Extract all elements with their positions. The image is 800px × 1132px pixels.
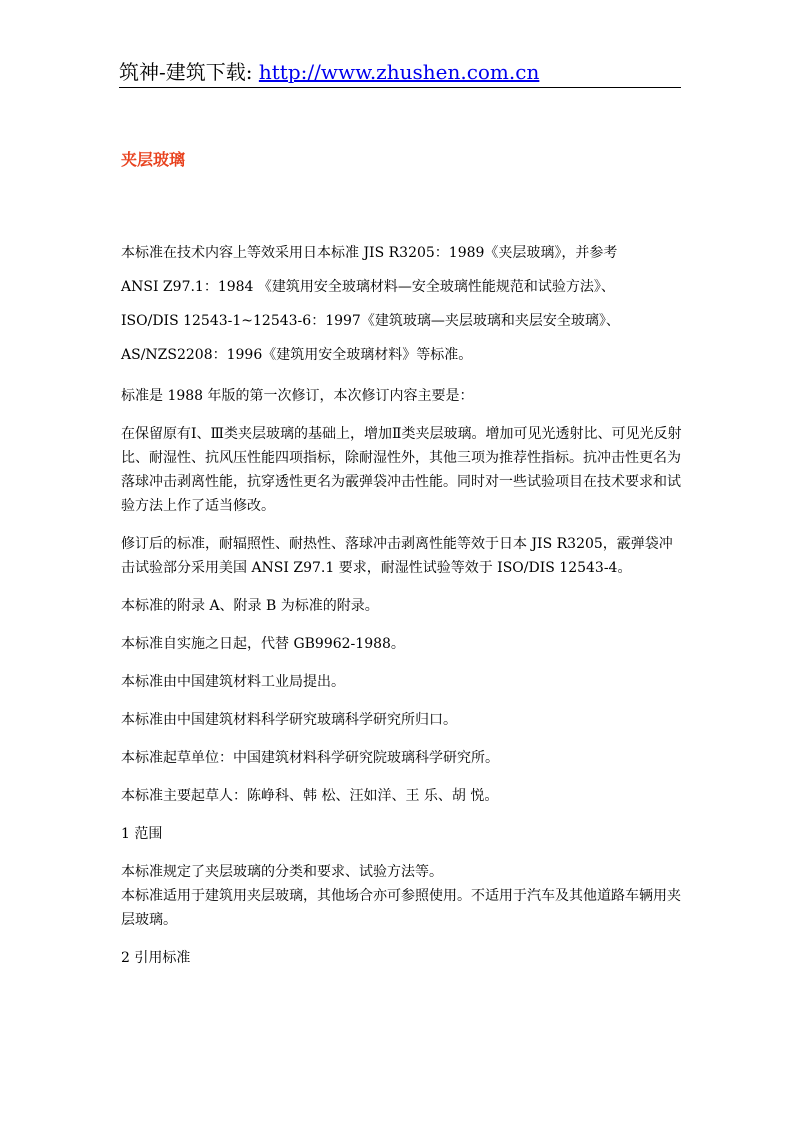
scope-body <box>121 860 683 932</box>
drafters-note: 本标准主要起草人：陈峥科、韩 松、汪如洋、王 乐、胡 悦。 <box>121 788 499 804</box>
intro-line: 本标准在技术内容上等效采用日本标准 JIS R3205：1989《夹层玻璃》，并参考 <box>121 245 618 261</box>
header-divider <box>119 87 681 88</box>
administrator-note: 本标准由中国建筑材料科学研究玻璃科学研究所归口。 <box>121 712 457 728</box>
replacement-note: 本标准自实施之日起，代替 GB9962-1988。 <box>121 636 405 652</box>
intro-line: ISO/DIS 12543-1~12543-6：1997《建筑玻璃—夹层玻璃和夹层安全玻璃》、 <box>121 313 620 329</box>
site-name: 筑神-建筑下载: <box>119 60 259 84</box>
intro-line: AS/NZS2208：1996《建筑用安全玻璃材料》等标准。 <box>121 347 473 363</box>
revision-intro: 标准是 1988 年版的第一次修订，本次修订内容主要是： <box>121 388 474 404</box>
intro-paragraph <box>121 236 683 372</box>
site-url-link[interactable]: http://www.zhushen.com.cn <box>258 60 540 84</box>
section-heading-scope: 1 范围 <box>121 826 163 842</box>
scope-line: 本标准规定了夹层玻璃的分类和要求、试验方法等。 <box>121 864 443 880</box>
scope-line: 本标准适用于建筑用夹层玻璃，其他场合亦可参照使用。不适用于汽车及其他道路车辆用夹层玻璃。 <box>121 888 681 928</box>
revision-details: 在保留原有Ⅰ、Ⅲ类夹层玻璃的基础上，增加Ⅱ类夹层玻璃。增加可见光透射比、可见光反射比、耐湿性、抗风压性能四项指标，除耐湿性外，其他三项为推荐性指标。抗冲击性更名为落球冲击剥离性能，抗穿透性更名为霰弹袋冲击性能。同时对一些试验项目在技术要求和试验方法上作了适当修改。 <box>121 426 682 514</box>
appendix-note: 本标准的附录 A、附录 B 为标准的附录。 <box>121 598 379 614</box>
equivalence-note: 修订后的标准，耐辐照性、耐热性、落球冲击剥离性能等效于日本 JIS R3205，霰弹袋冲击试验部分采用美国 ANSI Z97.1 要求，耐湿性试验等效于 ISO/DIS 12543-4。 <box>121 536 673 576</box>
proposer-note: 本标准由中国建筑材料工业局提出。 <box>121 674 345 690</box>
drafting-unit-note: 本标准起草单位：中国建筑材料科学研究院玻璃科学研究所。 <box>121 750 499 766</box>
page-header <box>119 58 681 86</box>
intro-line: ANSI Z97.1：1984 《建筑用安全玻璃材料—安全玻璃性能规范和试验方法》、 <box>121 279 615 295</box>
document-body <box>121 244 683 984</box>
document-title: 夹层玻璃 <box>121 150 186 169</box>
section-heading-references: 2 引用标准 <box>121 950 191 966</box>
